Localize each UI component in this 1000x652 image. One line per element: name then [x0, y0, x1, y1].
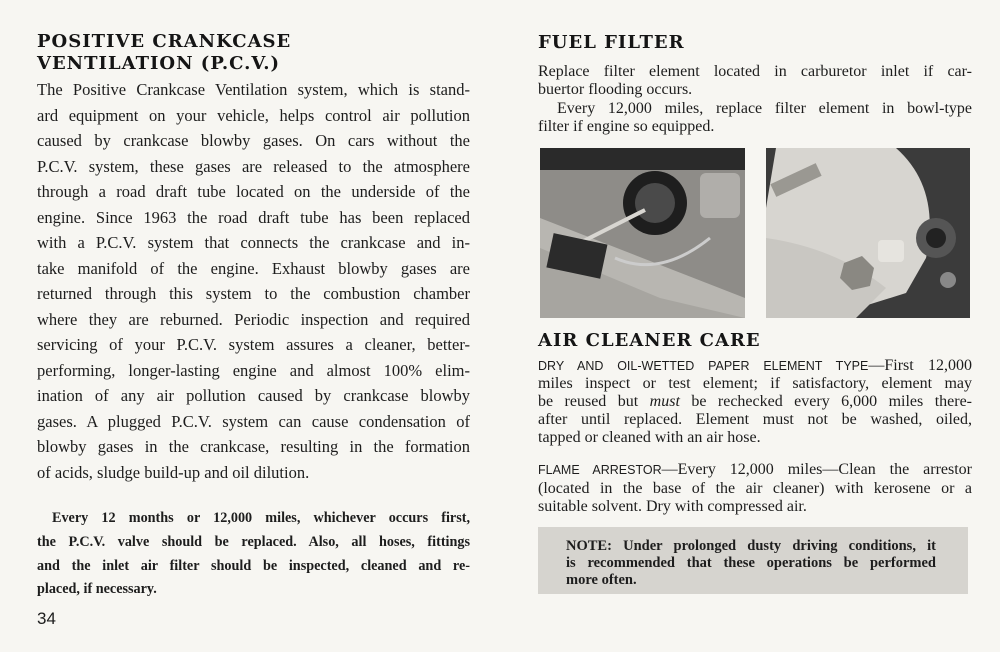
- flame-arrestor-line: suitable solvent. Dry with compressed air.: [538, 498, 807, 515]
- dry-element-line: [538, 393, 972, 411]
- flame-arrestor-line: [538, 461, 972, 479]
- pcv-body-line: engine. Since 1963 the road draft tube has been replaced: [37, 207, 470, 227]
- pcv-body-line: ard equipment on your vehicle, helps control air pollution: [37, 105, 470, 125]
- dry-element-line: after until replaced. Element must not be washed, oiled,: [538, 411, 972, 428]
- dusty-conditions-note: [538, 527, 968, 594]
- flame-arrestor-label: FLAME ARRESTOR: [538, 463, 662, 477]
- pcv-body-line: of acids, sludge build-up and oil dilution.: [37, 462, 310, 482]
- pcv-body-line: performing, longer-lasting engine and almost 100% elim-: [37, 360, 470, 380]
- fuel-body-line: filter if engine so equipped.: [538, 118, 715, 135]
- notice-line: and the inlet air filter should be inspected, cleaned and re-: [37, 557, 470, 574]
- pcv-body-line: blowby gases in the crankcase, resulting in the formation: [37, 437, 470, 456]
- air-cleaner-care-heading: AIR CLEANER CARE: [538, 330, 761, 351]
- notice-line: Every 12 months or 12,000 miles, whichever occurs first,: [52, 510, 470, 526]
- dry-element-emphasis: must: [649, 393, 680, 410]
- fuel-body-line: Replace filter element located in carburetor inlet if car-: [538, 63, 972, 80]
- note-line: more often.: [566, 572, 637, 588]
- pcv-body-line: through a road draft tube located on the underside of the: [37, 182, 470, 201]
- dry-element-line: miles inspect or test element; if satisfactory, element may: [538, 375, 972, 392]
- note-line: is recommended that these operations be performed: [566, 555, 936, 571]
- pcv-heading-line-2: VENTILATION (P.C.V.): [37, 53, 281, 74]
- fuel-filter-heading: FUEL FILTER: [538, 32, 685, 53]
- pcv-body-line: The Positive Crankcase Ventilation system, which is stand-: [37, 80, 470, 99]
- notice-line: the P.C.V. valve should be replaced. Also, all hoses, fittings: [37, 534, 470, 550]
- pcv-body-line: with a P.C.V. system that connects the crankcase and in-: [37, 233, 470, 252]
- dry-element-text: be rechecked every 6,000 miles there-: [691, 393, 973, 410]
- dry-element-text: —First 12,000: [868, 357, 972, 374]
- fuel-body-line: Every 12,000 miles, replace filter element in bowl-type: [557, 100, 972, 117]
- pcv-body-line: take manifold of the engine. Exhaust blowby gases are: [37, 258, 470, 278]
- page-number: 34: [37, 609, 56, 628]
- pcv-body-line: gases. A plugged P.C.V. system can cause condensation of: [37, 411, 470, 431]
- pcv-body-line: servicing of your P.C.V. system assures a cleaner, better-: [37, 335, 470, 354]
- pcv-heading-line-1: POSITIVE CRANKCASE: [37, 31, 292, 52]
- flame-arrestor-line: (located in the base of the air cleaner) with kerosene or a: [538, 480, 972, 497]
- flame-arrestor-text: —Every 12,000 miles—Clean the arrestor: [661, 461, 973, 478]
- pcv-body-line: ination of any air pollution caused by crankcase blowby: [37, 386, 470, 405]
- pcv-body-line: where they are reburned. Periodic inspection and required: [37, 309, 470, 329]
- dry-element-line: tapped or cleaned with an air hose.: [538, 429, 761, 446]
- fuel-body-line: buertor flooding occurs.: [538, 81, 693, 98]
- notice-line: placed, if necessary.: [37, 581, 157, 597]
- pcv-body-line: caused by crankcase blowby gases. On cars without the: [37, 131, 470, 150]
- dry-element-line: [538, 357, 972, 375]
- pcv-body-line: returned through this system to the combustion chamber: [37, 284, 470, 303]
- fuel-filter-element-in-hand-photo: [766, 148, 970, 318]
- engine-fuel-filter-photo: [540, 148, 745, 318]
- pcv-body-line: P.C.V. system, these gases are released to the atmosphere: [37, 156, 470, 176]
- dry-element-label: DRY AND OIL-WETTED PAPER ELEMENT TYPE: [538, 359, 869, 373]
- note-line: NOTE: Under prolonged dusty driving conditions, it: [566, 538, 936, 554]
- dry-element-text: be reused but: [538, 393, 639, 410]
